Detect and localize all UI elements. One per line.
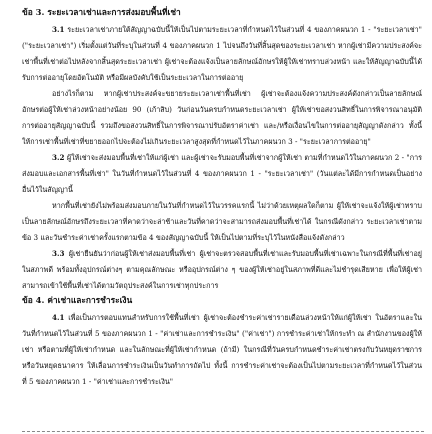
clause-number: 3.1 xyxy=(52,25,65,34)
clause-number: 4.1 xyxy=(52,313,65,322)
clause-number: 3.3 xyxy=(52,249,65,258)
clause-text: ระยะเวลาเช่าภายใต้สัญญาฉบับนี้ให้เป็นไปตามระยะเวลาที่กำหนดไว้ในส่วนที่ 4 ของภาคผนวก 1 - "ระยะเวลาเช่า" ("ระยะเวลาเช่า") เริ่มตั้งแต่วันที่ระบุในส่วนที่ 4 ของภาคผนวก 1 ไปจนถึงวันที่สิ้นสุดของระยะเวลาเช่า หากผู้เช่ามีความประสงค์จะเช่าพื้นที่เช่าต่อไปหลังจากสิ้นสุดระยะเวลาเช่า ผู้เช่าจะต้องแจ้งเป็นลายลักษณ์อักษรให้ผู้ให้เช่าทราบล่วงหน้า และให้สัญญาฉบับนี้ได้รับการต่ออายุโดยอัตโนมัติ หรือมีผลบังคับใช้เป็นระยะเวลาในการต่ออายุ xyxy=(22,25,422,82)
clause-text: ผู้ให้เช่าจะส่งมอบพื้นที่เช่าให้แก่ผู้เช่า และผู้เช่าจะรับมอบพื้นที่เช่าจากผู้ให้เช่า ตามที่กำหนดไว้ในภาคผนวก 2 - "การส่งมอบและเอกสารพื้นที่เช่า" ในวันที่กำหนดไว้ในส่วนที่ 4 ของภาคผนวก 1 - "ระยะเวลาเช่า" (วันแต่ละได้มีการกำหนดเป็นอย่างอื่นไว้ในสัญญานี้ xyxy=(22,153,422,194)
section-4 xyxy=(22,294,422,390)
clause-3-1 xyxy=(22,22,422,86)
clause-3-2-continued xyxy=(22,198,422,246)
section-heading: ข้อ 3. ระยะเวลาเช่าและการส่งมอบพื้นที่เช่า xyxy=(22,7,181,17)
clause-number: 3.2 xyxy=(52,153,65,162)
clause-text: หากพื้นที่เช่ายังไม่พร้อมส่งมอบภายในวันที่กำหนดไว้ในวรรคแรกนี้ ไม่ว่าด้วยเหตุผลใดก็ตาม ผู้ให้เช่าจะแจ้งให้ผู้เช่าทราบเป็นลายลักษณ์อักษรถึงระยะเวลาที่คาดว่าจะล่าช้าและวันที่คาดว่าจะสามารถส่งมอบพื้นที่เช่าได้ ในกรณีดังกล่าว ระยะเวลาเช่าตามข้อ 3 และวันชำระค่าเช่าครั้งแรกตามข้อ 4 ของสัญญาฉบับนี้ ให้เป็นไปตามที่ระบุไว้ในหนังสือแจ้งดังกล่าว xyxy=(22,201,422,242)
clause-3-2 xyxy=(22,150,422,198)
clause-text: เพื่อเป็นการตอบแทนสำหรับการใช้พื้นที่เช่า ผู้เช่าจะต้องชำระค่าเช่ารายเดือนล่วงหน้าให้แก่ผู้ให้เช่า ในอัตราและในวันที่กำหนดไว้ในส่วนที่ 5 ของภาคผนวก 1 - "ค่าเช่าและการชำระเงิน" ("ค่าเช่า") การชำระค่าเช่าให้กระทำ ณ สำนักงานของผู้ให้เช่า หรือตามที่ผู้ให้เช่ากำหนด และในลักษณะที่ผู้ให้เช่ากำหนด (ถ้ามี) ในกรณีที่วันครบกำหนดชำระค่าเช่าตรงกับวันหยุดราชการ หรือวันหยุดธนาคาร ให้เลื่อนการชำระเงินเป็นวันทำการถัดไป ทั้งนี้ การชำระค่าเช่าจะต้องเป็นไปตามระยะเวลาที่กำหนดไว้ในส่วนที่ 5 ของภาคผนวก 1 - "ค่าเช่าและการชำระเงิน" xyxy=(22,313,422,386)
clause-3-3 xyxy=(22,246,422,294)
clause-text: ผู้เช่ายืนยันว่าก่อนผู้ให้เช่าส่งมอบพื้นที่เช่า ผู้เช่าจะตรวจสอบพื้นที่เช่าและรับมอบพื้นที่เช่าเฉพาะในกรณีที่พื้นที่เช่าอยู่ในสภาพดี พร้อมทั้งอุปกรณ์ต่างๆ ตามคุณลักษณะ หรืออุปกรณ์ต่าง ๆ ของผู้ให้เช่าอยู่ในสภาพที่ดีและไม่ชำรุดเสียหาย เพื่อให้ผู้เช่าสามารถเข้าใช้พื้นที่เช่าได้ตามวัตถุประสงค์ในการเช่าทุกประการ xyxy=(22,249,422,290)
clause-4-1 xyxy=(22,310,422,390)
page-bottom-rule xyxy=(22,431,424,432)
clause-3-1-continued xyxy=(22,86,422,150)
section-3 xyxy=(22,6,422,294)
clause-text: อย่างไรก็ตาม หากผู้เช่าประสงค์จะขยายระยะเวลาเช่าพื้นที่เช่า ผู้เช่าจะต้องแจ้งความประสงค์ดังกล่าวเป็นลายลักษณ์อักษรต่อผู้ให้เช่าล่วงหน้าอย่างน้อย 90 (เก้าสิบ) วันก่อนวันครบกำหนดระยะเวลาเช่า ผู้ให้เช่าขอสงวนสิทธิ์ในการพิจารณาอนุมัติการต่ออายุสัญญาฉบับนี้ รวมถึงขอสงวนสิทธิ์ในการพิจารณาปรับอัตราค่าเช่า และ/หรือเงื่อนไขในการต่ออายุสัญญาดังกล่าว ทั้งนี้ ให้การเช่าพื้นที่เช่าที่ขยายออกไปจะต้องไม่เกินระยะเวลาสูงสุดที่กำหนดไว้ในภาคผนวก 3 - "ระยะเวลาการต่ออายุ" xyxy=(22,89,422,146)
section-heading: ข้อ 4. ค่าเช่าและการชำระเงิน xyxy=(22,295,133,305)
